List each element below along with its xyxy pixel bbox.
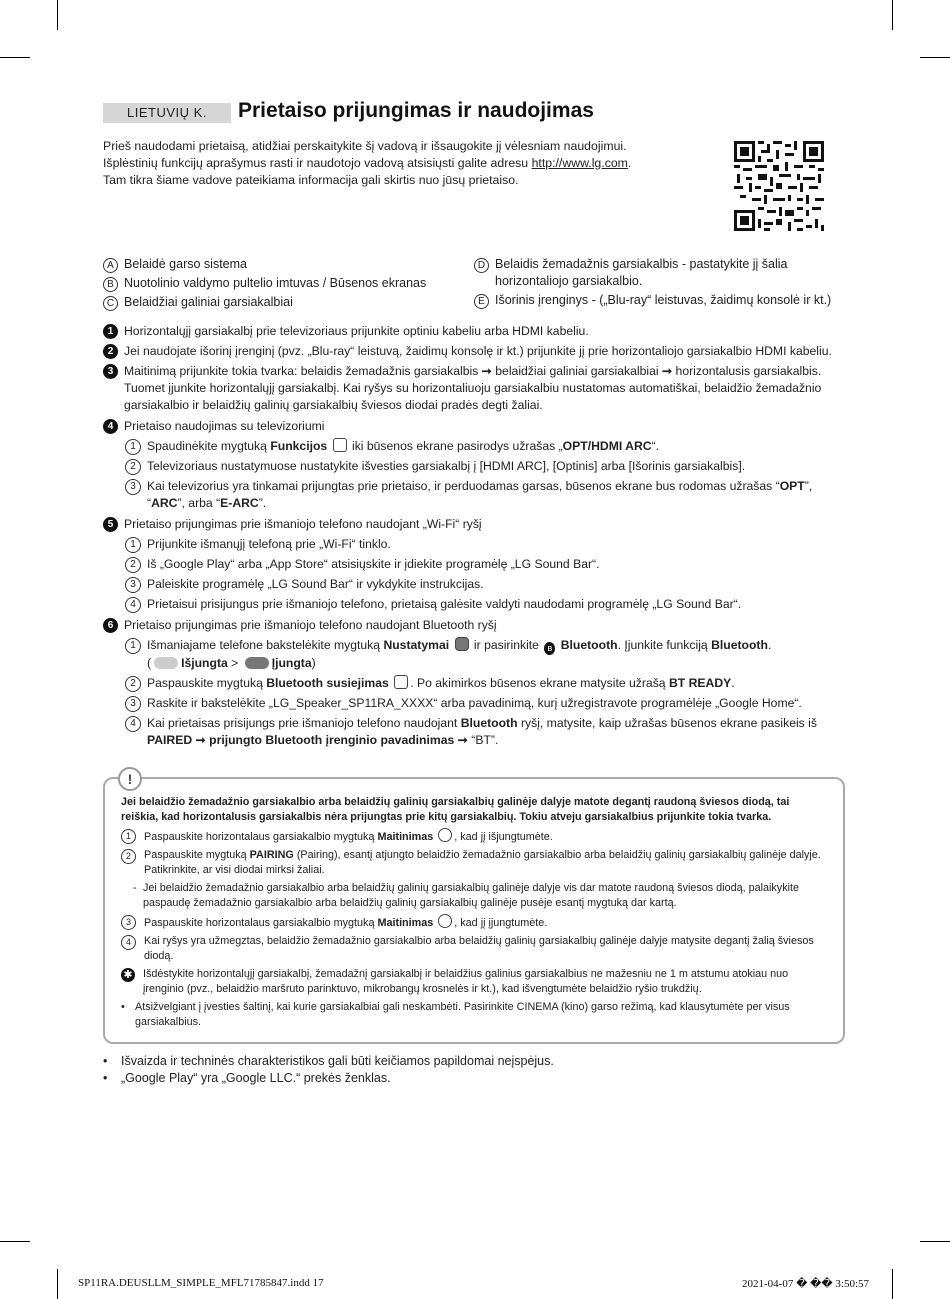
substep-number: 4: [125, 597, 141, 613]
toggle-off-label: Išjungta: [181, 656, 228, 670]
bluetooth-label: Bluetooth: [460, 716, 518, 730]
step-title: Prietaiso prijungimas prie išmaniojo telefono naudojant „Wi-Fi“ ryšį: [124, 517, 482, 531]
bluetooth-label: Bluetooth: [711, 638, 768, 652]
legend-text: Belaidis žemadažnis garsiakalbis - pastatykite jį šalia horizontaliojo garsiakalbio.: [495, 257, 788, 288]
settings-label: Nustatymai: [383, 638, 450, 652]
power-icon: [438, 828, 452, 842]
substep-text: Raskite ir bakstelėkite „LG_Speaker_SP11RA_XXXX“ arba pavadinimą, kurį užregistravote programėlėje „Google Home“.: [147, 696, 802, 710]
text-part: ryšį, matysite, kaip užrašas būsenos ekrane pasikeis iš: [517, 716, 817, 730]
text-part: horizontalusis garsiakalbis.: [672, 364, 822, 378]
power-icon: [438, 914, 452, 928]
text-part: , kad jį išjungtumėte.: [454, 831, 553, 843]
step-number: 3: [103, 364, 118, 379]
substep: [125, 637, 848, 672]
letter-badge: A: [103, 258, 118, 273]
substep-text: Paleiskite programėlę „LG Sound Bar“ ir vykdykite instrukcijas.: [147, 577, 484, 591]
arrow-icon: ➞: [195, 733, 206, 747]
substep: [125, 556, 848, 573]
intro-text-part: Išplėstinių funkcijų aprašymus rasti ir naudotojo vadovą atsisiųsti galite adresu: [103, 156, 532, 170]
step-number: 1: [103, 324, 118, 339]
substep-text: [147, 637, 771, 672]
step-number: 6: [103, 618, 118, 633]
legend-item-c: [103, 294, 463, 311]
substep: [125, 536, 848, 553]
substep-text: [147, 438, 659, 455]
legend-item-e: [474, 292, 844, 309]
substep-number: 1: [125, 638, 141, 654]
substep: [125, 596, 848, 613]
note-text: [144, 848, 826, 878]
note-text: Atsižvelgiant į įvesties šaltinį, kai kurie garsiakalbiai gali neskambėti. Pasirinkite CINEMA (kino) garso režimą, kad klausytumėte per visus garsiakalbius.: [135, 1001, 790, 1028]
crop-mark: [920, 57, 950, 58]
note-number: 3: [121, 915, 136, 930]
pairing-button-label: PAIRING: [249, 849, 294, 861]
text-part: (: [147, 656, 152, 670]
bluetooth-pairing-label: Bluetooth susiejimas: [266, 676, 389, 690]
footnote-text: „Google Play“ yra „Google LLC.“ prekės ženklas.: [121, 1071, 391, 1085]
arrow-icon: ➞: [661, 364, 673, 378]
power-button-label: Maitinimas: [377, 917, 434, 929]
step-text: Jei naudojate išorinį įrenginį (pvz. „Blu-ray“ leistuvą, žaidimų konsolę ir kt.) prijunkite jį prie horizontaliojo garsiakalbio HDMI kabeliu.: [124, 344, 832, 358]
text-part: >: [227, 656, 242, 670]
bullet-marker: •: [121, 1001, 125, 1013]
letter-badge: D: [474, 258, 489, 273]
text-part: Paspauskite horizontalaus garsiakalbio mygtuką: [144, 831, 378, 843]
text-part: (Pairing), esantį atjungto belaidžio žemadažnio garsiakalbio arba belaidžių galinių garsiakalbių galinėje dalyje. Patikrinkite, ar visi diodai mirksi žaliai.: [144, 849, 821, 876]
note-bullet: [121, 1000, 826, 1030]
qr-code-icon: [734, 141, 824, 231]
note-subitem: [133, 881, 826, 911]
step-number: 4: [103, 419, 118, 434]
substep-number: 1: [125, 439, 141, 455]
substep-number: 2: [125, 676, 141, 692]
legend-text: Nuotolinio valdymo pultelio imtuvas / Būsenos ekranas: [124, 276, 427, 290]
note-content: [121, 795, 826, 1033]
substep: [125, 576, 848, 593]
letter-badge: C: [103, 296, 118, 311]
substep-number: 1: [125, 537, 141, 553]
step-2: [103, 343, 848, 360]
text-part: “.: [651, 439, 660, 453]
substep-number: 3: [125, 479, 141, 495]
bluetooth-pairing-icon: [394, 675, 408, 689]
page-title: Prietaiso prijungimas ir naudojimas: [238, 99, 594, 122]
footnote-text: Išvaizda ir techninės charakteristikos gali būti keičiamos papildomai neįspėjus.: [121, 1054, 554, 1068]
text-part: iki būsenos ekrane pasirodys užrašas „: [348, 439, 563, 453]
bluetooth-label: Bluetooth: [557, 638, 618, 652]
star-icon: ✱: [121, 968, 135, 982]
note-text: [144, 828, 553, 845]
text-part: Paspauskite horizontalaus garsiakalbio mygtuką: [144, 917, 378, 929]
intro-text: [103, 138, 663, 189]
note-item: [121, 828, 826, 845]
text-part: Paspauskite mygtuką: [147, 676, 267, 690]
legend-text: Belaidžiai galiniai garsiakalbiai: [124, 295, 293, 309]
legend-right: [474, 256, 844, 311]
function-button-icon: [333, 438, 347, 452]
text-part: ”, arba “: [177, 496, 221, 510]
crop-mark: [892, 1269, 893, 1299]
bullet-marker: •: [103, 1054, 108, 1068]
step-5: [103, 516, 848, 533]
note-item: [121, 967, 826, 997]
substep-number: 3: [125, 577, 141, 593]
connection-steps: [103, 323, 848, 752]
substep-text: Iš „Google Play“ arba „App Store“ atsisiųskite ir įdiekite programėlę „LG Sound Bar“.: [147, 557, 600, 571]
text-part: Išmaniajame telefone bakstelėkite mygtuką: [147, 638, 384, 652]
substep: [125, 438, 848, 455]
note-text: Kai ryšys yra užmegztas, belaidžio žemadažnio garsiakalbio arba belaidžių galinių garsiakalbių galinėje dalyje matysite degantį žalią šviesos diodą.: [144, 935, 814, 962]
text-part: Tuomet įjunkite horizontalųjį garsiakalbį. Kai ryšys su horizontaliuoju garsiakalbiu nustatomas automatiškai, belaidžio žemadažnio garsiakalbio ir belaidžių galinių garsiakalbių šviesos diodai pradės degti žaliai.: [124, 381, 822, 412]
dash-marker: -: [133, 882, 137, 894]
bullet-marker: •: [103, 1071, 108, 1085]
text-part: . Po akimirkos būsenos ekrane matysite užrašą: [410, 676, 669, 690]
step-number: 5: [103, 517, 118, 532]
text-part: belaidžiai galiniai garsiakalbiai: [491, 364, 662, 378]
substep-number: 2: [125, 459, 141, 475]
substep-text: Televizoriaus nustatymuose nustatykite išvesties garsiakalbį į [HDMI ARC], [Optinis] arba [Išorinis garsiakalbis].: [147, 459, 746, 473]
intro-line: Prieš naudodami prietaisą, atidžiai perskaitykite šį vadovą ir išsaugokite jį vėlesniam naudojimui.: [103, 139, 627, 153]
settings-gear-icon: [455, 637, 469, 651]
function-button-label: Funkcijos: [270, 439, 328, 453]
arrow-icon: ➞: [481, 364, 492, 378]
toggle-on-label: Įjungta: [271, 656, 312, 670]
footnotes: [103, 1053, 554, 1087]
legend-item-d: [474, 256, 844, 290]
substep: [125, 695, 848, 712]
text-part: prijungto: [205, 733, 266, 747]
crop-mark: [0, 57, 30, 58]
text-part: , kad jį įjungtumėte.: [454, 917, 548, 929]
step-text: Horizontalųjį garsiakalbį prie televizoriaus prijunkite optiniu kabeliu arba HDMI kabeliu.: [124, 324, 589, 338]
text-part: Kai prietaisas prisijungs prie išmaniojo telefono naudojant: [147, 716, 461, 730]
substep-number: 3: [125, 696, 141, 712]
letter-badge: E: [474, 294, 489, 309]
substep-text: [147, 675, 735, 692]
display-text: BT READY: [668, 676, 732, 690]
text-part: Maitinimą prijunkite tokia tvarka: belaidis žemadažnis garsiakalbis: [124, 364, 482, 378]
crop-mark: [892, 0, 893, 30]
substep: [125, 478, 848, 512]
intro-text-part: .: [627, 156, 632, 170]
note-text: Jei belaidžio žemadažnio garsiakalbio arba belaidžių galinių garsiakalbių galinėje dalyje vis dar matote raudoną šviesos diodą, palaikykite paspaudę žemadažnio garsiakalbio arba belaidžių galinių garsiakalbių galinėje pusėje esantį mygtuką dar kartą.: [143, 882, 800, 909]
substep-text: [147, 715, 817, 749]
substep-number: 4: [125, 716, 141, 732]
arrow-icon: ➞: [457, 733, 468, 747]
step-3: [103, 363, 848, 414]
power-button-label: Maitinimas: [377, 831, 434, 843]
text-part: ”.: [258, 496, 267, 510]
step-6: [103, 617, 848, 634]
intro-line: [103, 155, 663, 172]
crop-mark: [920, 1241, 950, 1242]
text-part: .: [731, 676, 735, 690]
text-part: “BT”.: [467, 733, 499, 747]
display-text: PAIRED: [147, 733, 193, 747]
note-lead: Jei belaidžio žemadažnio garsiakalbio arba belaidžių galinių garsiakalbių galinėje dalyje matote degantį raudoną šviesos diodą, tai reiškia, kad horizontalusis garsiakalbis nėra prijungtas prie kitų garsiakalbių. Tokiu atveju garsiakalbius prijunkite tokia tvarka.: [121, 796, 790, 823]
note-item: [121, 848, 826, 878]
crop-mark: [57, 1269, 58, 1299]
step-title: Prietaiso naudojimas su televizoriumi: [124, 419, 325, 433]
note-number: 2: [121, 849, 136, 864]
legend-left: [103, 256, 463, 313]
toggle-off-icon: [154, 657, 178, 669]
text-part: ir pasirinkite: [470, 638, 543, 652]
note-item: [121, 934, 826, 964]
text-part: . Įjunkite funkciją: [617, 638, 712, 652]
substep-text: [147, 478, 848, 512]
text-part: įrenginio pavadinimas: [322, 733, 458, 747]
display-text: OPT: [779, 479, 805, 493]
letter-badge: B: [103, 277, 118, 292]
step-text: [124, 363, 848, 414]
text-part: ): [311, 656, 316, 670]
text-part: Spaudinėkite mygtuką: [147, 439, 271, 453]
note-number: 1: [121, 829, 136, 844]
note-text: [144, 914, 547, 931]
substep: [125, 458, 848, 475]
note-item: [121, 914, 826, 931]
substep: [125, 715, 848, 749]
crop-mark: [0, 1241, 30, 1242]
display-text: E-ARC: [220, 496, 259, 510]
substep-text: Prietaisui prisijungus prie išmaniojo telefono, prietaisą galėsite valdyti naudodami programėlę „LG Sound Bar“.: [147, 597, 742, 611]
step-number: 2: [103, 344, 118, 359]
substep-text: Prijunkite išmanųjį telefoną prie „Wi-Fi“ tinklo.: [147, 537, 391, 551]
print-footer-right: 2021-04-07 � �� 3:50:57: [742, 1278, 870, 1290]
bluetooth-label: Bluetooth: [265, 733, 323, 747]
footnote: [103, 1070, 554, 1087]
language-tag: LIETUVIŲ K.: [103, 103, 231, 123]
step-1: [103, 323, 848, 340]
legend-item-b: [103, 275, 463, 292]
lg-website-link[interactable]: http://www.lg.com: [531, 156, 628, 170]
toggle-on-icon: [245, 657, 269, 669]
print-footer-left: SP11RA.DEUSLLM_SIMPLE_MFL71785847.indd 17: [78, 1277, 324, 1289]
footnote: [103, 1053, 554, 1070]
bluetooth-icon: ʙ: [544, 642, 555, 655]
display-text: ARC: [151, 496, 178, 510]
warning-icon: !: [118, 767, 142, 791]
crop-mark: [57, 0, 58, 30]
intro-line: Tam tikra šiame vadove pateikiama informacija gali skirtis nuo jūsų prietaiso.: [103, 173, 519, 187]
substep: [125, 675, 848, 692]
legend-text: Išorinis įrenginys - („Blu-ray“ leistuvas, žaidimų konsolė ir kt.): [495, 293, 832, 307]
substep-number: 2: [125, 557, 141, 573]
note-text: Išdėstykite horizontalųjį garsiakalbį, žemadažnį garsiakalbį ir belaidžius galinius garsiakalbius ne mažesniu ne 1 m atstumu atokiau nuo įrenginio (pvz., belaidžio maršruto parinktuvo, mikrobangų krosnelės ir kt.), kad išvengtumėte belaidžio ryšio trukdžių.: [143, 968, 789, 995]
legend-item-a: [103, 256, 463, 273]
note-number: 4: [121, 935, 136, 950]
step-4: [103, 418, 848, 435]
text-part: Kai televizorius yra tinkamai prijungtas prie prietaiso, ir perduodamas garsas, būsenos ekrane bus rodomas užrašas “: [147, 479, 780, 493]
step-title: Prietaiso prijungimas prie išmaniojo telefono naudojant Bluetooth ryšį: [124, 618, 497, 632]
text-part: ”, “: [147, 479, 813, 510]
text-part: .: [767, 638, 772, 652]
legend-text: Belaidė garso sistema: [124, 257, 247, 271]
text-part: Paspauskite mygtuką: [144, 849, 250, 861]
display-text: OPT/HDMI ARC: [562, 439, 652, 453]
